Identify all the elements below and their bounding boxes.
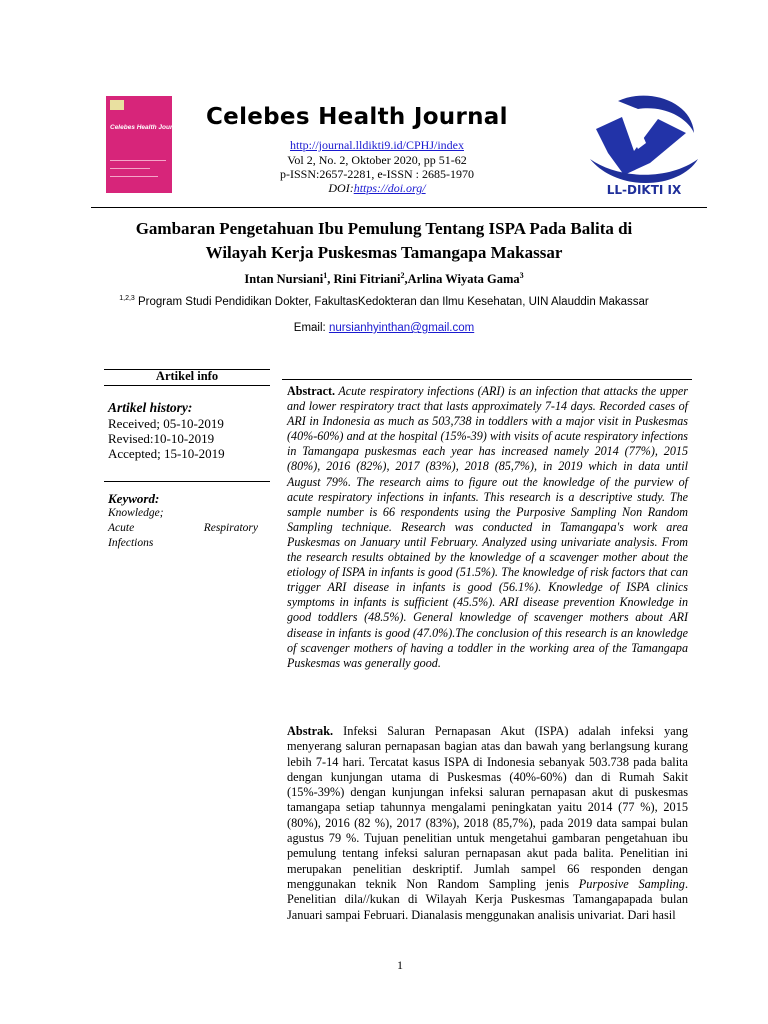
cover-line (110, 168, 150, 169)
cover-line (110, 176, 158, 177)
keyword-label: Keyword: (108, 491, 160, 506)
author-sup: 2 (400, 271, 405, 280)
abstrak-italic: Purposive Sampling (578, 876, 685, 891)
paper-title (100, 217, 668, 265)
journal-volume: Vol 2, No. 2, Oktober 2020, pp 51-62 (287, 153, 467, 167)
info-rule (104, 385, 270, 386)
affiliation-sup: 1,2,3 (119, 295, 135, 302)
keyword-item: Infections (108, 537, 154, 549)
email-label: Email: (293, 322, 329, 334)
author-name: Arlina Wiyata Gama (407, 272, 520, 287)
info-rule (104, 481, 270, 482)
journal-doi (227, 181, 527, 196)
history-received: Received; 05-10-2019 (108, 416, 224, 431)
journal-issn: p-ISSN:2657-2281, e-ISSN : 2685-1970 (280, 167, 474, 181)
abstract-text: Acute respiratory infections (ARI) is an infection that attacks the upper and lower respiratory tract that lasts approximately 7-14 days. Recorded cases of ARI in Indonesia as much as 503,738 in toddlers with a major visit in Puskesmas (40%-60%) and at the hospital (15%-39) with visits of acute respiratory infections in Tamangapa puskesmas each year has increased namely 2014 (77%), 2015 (80%), 2016 (82%), 2017 (83%), 2018 (85,7%), in 2019 which in data until August 79%. The research aims to figure out the knowledge of the purview of acute respiratory infections in infants. This research is a descriptive study. The sample number is 66 respondents using the Purposive Sampling Non Random Sampling technique. Research was conducted in Tamangapa's work area Puskesmas on January until February. Analyzed using univariate analysis. From the research results obtained by the knowledge of a scavenger mother about the etiology of ISPA in infants is good (51.5%). The knowledge of risk factors that can trigger ARI disease in infants is good (56.1%). Knowledge of ISPA clinics symptoms in infants is sufficient (45.5%). ARI disease prevention Knowledge in good toddlers (48.5%). General knowledge of scavenger mothers about ARI disease in infants is good (47.0%).The conclusion of this research is an knowledge of scavenger mothers of having a toddler in the working area of the Tamangapa Puskesmas was generally good. (287, 384, 688, 670)
cover-badge (110, 100, 124, 110)
doi-label: DOI: (328, 181, 354, 195)
affiliation (110, 291, 658, 310)
lldikti-logo (588, 93, 700, 199)
authors: Intan Nursiani$^1$, Rini Fitriani$^2$,Arlina Wiyata Gama$^3$ (244, 271, 524, 287)
paper-title-line: Wilayah Kerja Puskesmas Tamangapa Makassar (205, 243, 563, 262)
email-line (100, 322, 668, 334)
journal-cover-thumbnail (106, 96, 182, 193)
abstract-indonesian (287, 724, 688, 923)
keyword-item: Knowledge; (108, 507, 164, 519)
cover-title: Celebes Health Journal (110, 124, 182, 131)
email-link[interactable]: nursianhyinthan@gmail.com (328, 322, 475, 334)
abstrak-label: Abstrak. (287, 724, 334, 738)
history-revised: Revised:10-10-2019 (108, 431, 215, 446)
page-number: 1 (397, 958, 403, 972)
doi-link[interactable]: https://doi.org/ (353, 181, 426, 195)
author-name: Intan Nursiani (244, 272, 324, 287)
header-divider (91, 207, 707, 208)
author-sup: 1 (323, 271, 328, 280)
logo-text: LL-DIKTI IX (606, 183, 682, 197)
artikel-info-heading: Artikel info (155, 369, 219, 383)
author-sup: 3 (519, 271, 524, 280)
affiliation-text: Program Studi Pendidikan Dokter, FakultasKedokteran dan Ilmu Kesehatan, UIN Alauddin Makassar (134, 295, 649, 308)
abstract-english (287, 384, 688, 671)
abstrak-text-cont: . Penelitian dila//kukan di Wilayah Kerja Puskesmas Tamangapapada bulan Januari sampai Februari. Dianalasis menggunakan analisis univariat. Dari hasil (287, 876, 689, 922)
history-label: Artikel history: (108, 400, 193, 415)
author-name: Rini Fitriani (333, 272, 401, 287)
journal-url-link[interactable]: http://journal.lldikti9.id/CPHJ/index (289, 138, 464, 152)
keyword-item: Acute Respiratory (108, 522, 258, 534)
history-accepted: Accepted; 15-10-2019 (108, 446, 225, 461)
paper-title-line: Gambaran Pengetahuan Ibu Pemulung Tentang ISPA Pada Balita di (135, 219, 633, 238)
abstrak-text: Infeksi Saluran Pernapasan Akut (ISPA) adalah infeksi yang menyerang saluran pernapasan bagian atas dan bawah yang berlangsung kurang lebih 7-14 hari. Tercatat kasus ISPA di Indonesia sebanyak 503.738 pada balita dengan kunjungan utama di Puskesmas (40%-60%) dan di Rumah Sakit (15%-39%) dengan kunjungan infeksi saluran pernapasan akut di puskesmas tamangapa setiap tahunnya mengalami peningkatan yaitu 2014 (77 %), 2015 (80%), 2016 (82 %), 2017 (83%), 2018 (85,7%), pada 2019 data sampai bulan agustus 79 %. Tujuan penelitian untuk mengetahui gambaran pengetahuan ibu pemulung tentang infeksi saluran pernapasan akut pada balita. Penelitian ini merupakan penelitian deskriptif. Jumlah sampel 66 responden dengan menggunakan teknik Non Random Sampling jenis (287, 724, 688, 891)
journal-title: Celebes Health Journal (206, 104, 508, 130)
abstract-label: Abstract. (287, 384, 336, 398)
abstract-rule (282, 379, 692, 380)
cover-line (110, 160, 166, 161)
